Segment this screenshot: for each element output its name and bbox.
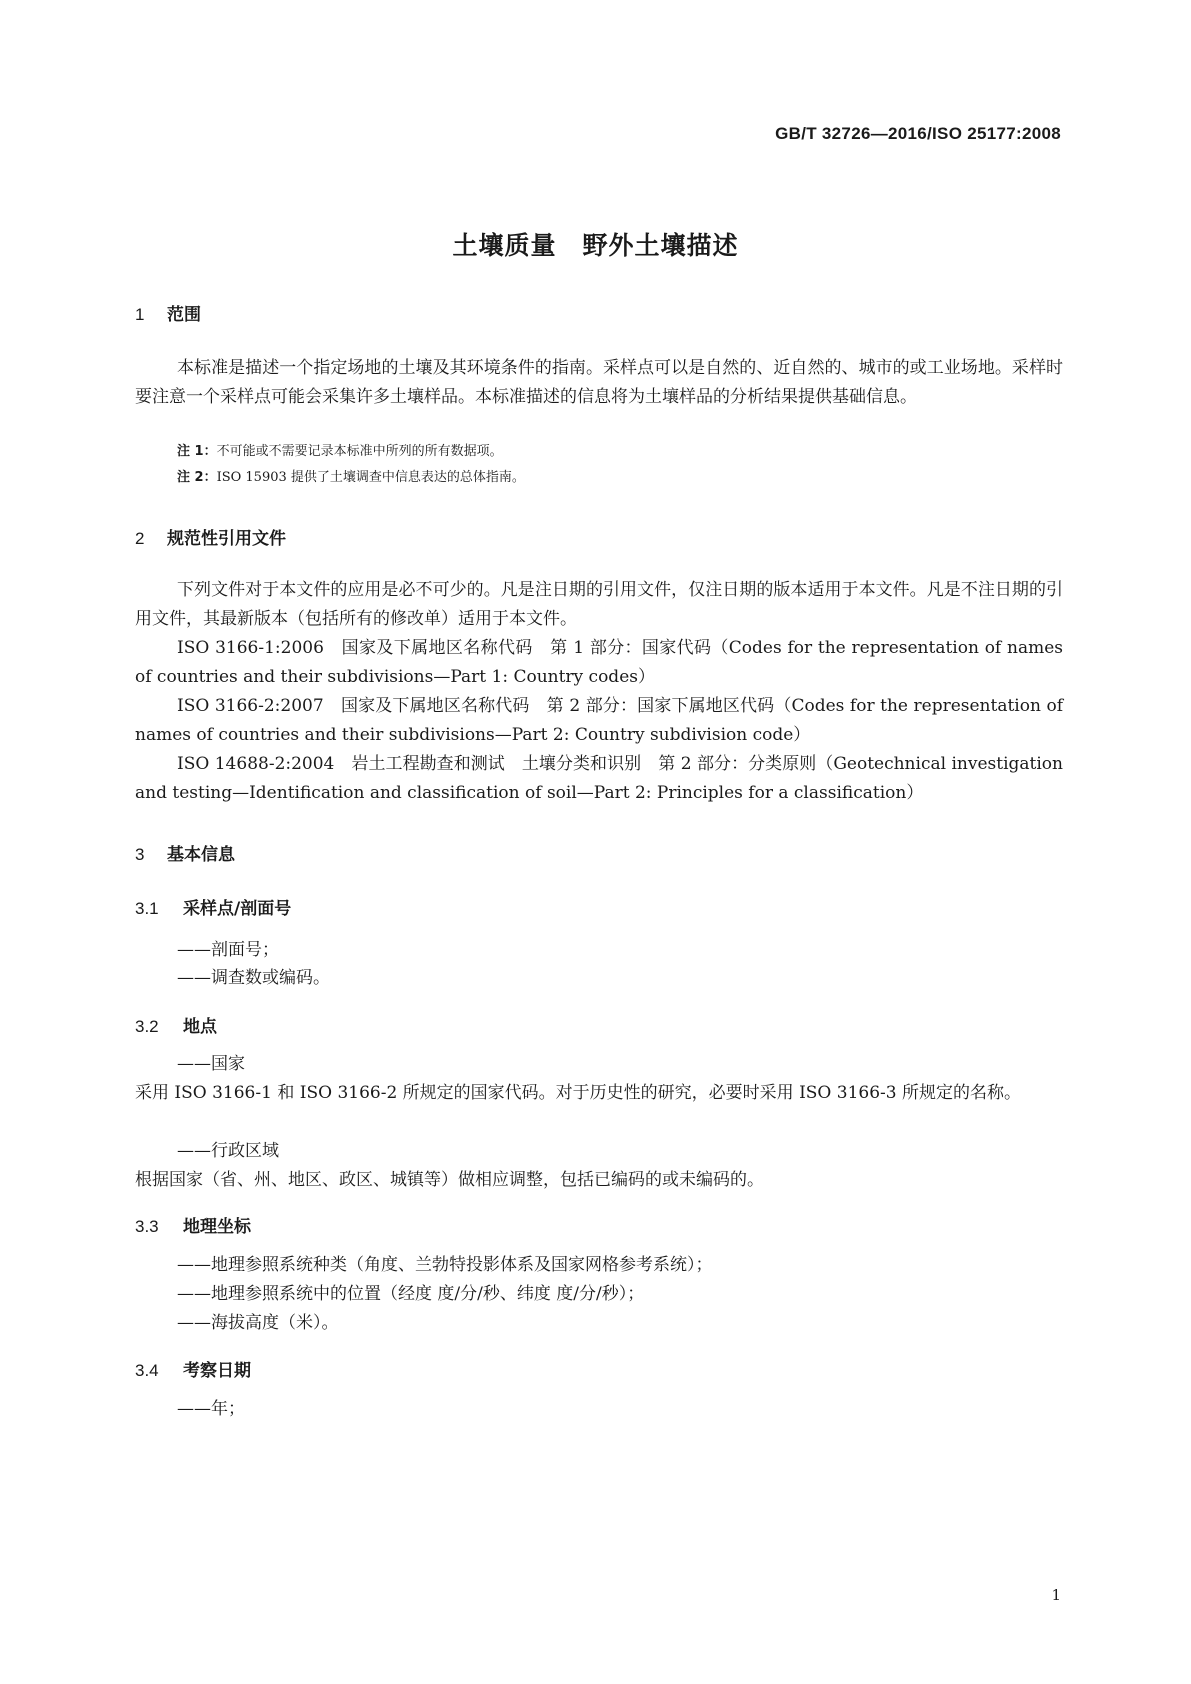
section-3-2-heading <box>135 1012 217 1037</box>
section-3-3-heading <box>135 1212 251 1237</box>
list-item: ——地理参照系统中的位置（经度 度/分/秒、纬度 度/分/秒）； <box>177 1284 645 1304</box>
normative-references-paragraph: 下列文件对于本文件的应用是必不可少的。凡是注日期的引用文件，仅注日期的版本适用于本文件。凡是不注日期的引用文件，其最新版本（包括所有的修改单）适用于本文件。 <box>135 580 1063 629</box>
section-title: 地理坐标 <box>183 1217 251 1237</box>
list-item: ——海拔高度（米）。 <box>177 1313 339 1333</box>
note-2 <box>177 466 1063 490</box>
page-number: 1 <box>1051 1586 1061 1604</box>
section-2-heading <box>135 524 286 549</box>
admin-region-paragraph: 根据国家（省、州、地区、政区、城镇等）做相应调整，包括已编码的或未编码的。 <box>135 1170 764 1190</box>
list-item: ——行政区域 <box>177 1141 279 1161</box>
section-number: 3.4 <box>135 1361 159 1380</box>
section-number: 3 <box>135 845 145 864</box>
note-label: 注 2： <box>177 470 217 485</box>
note-1 <box>177 440 1063 464</box>
list-item: ——地理参照系统种类（角度、兰勃特投影体系及国家网格参考系统）； <box>177 1255 713 1275</box>
section-title: 基本信息 <box>167 845 235 865</box>
section-title: 地点 <box>183 1017 217 1037</box>
section-1-heading <box>135 300 201 325</box>
reference-item: ISO 3166-1:2006 国家及下属地区名称代码 第 1 部分：国家代码（Codes for the representation of names of countries and their subdivisions—Part 1: Country codes） <box>135 638 1063 687</box>
section-3-4-heading <box>135 1356 251 1381</box>
section-title: 考察日期 <box>183 1361 251 1381</box>
list-item: ——国家 <box>177 1054 245 1074</box>
section-number: 3.2 <box>135 1017 159 1036</box>
section-3-1-heading <box>135 894 291 919</box>
reference-item: ISO 3166-2:2007 国家及下属地区名称代码 第 2 部分：国家下属地区代码（Codes for the representation of names of countries and their subdivisions—Part 2: Country subdivision code） <box>135 696 1063 745</box>
list-item: ——年； <box>177 1399 245 1419</box>
standard-number: GB/T 32726—2016/ISO 25177:2008 <box>775 124 1061 143</box>
section-3-heading <box>135 840 235 865</box>
note-label: 注 1： <box>177 444 217 459</box>
list-item: ——调查数或编码。 <box>177 968 330 988</box>
reference-item: ISO 14688-2:2004 岩土工程勘查和测试 土壤分类和识别 第 2 部分：分类原则（Geotechnical investigation and testing—Identification and classification of soil—Part 2: Principles for a classification） <box>135 754 1063 803</box>
note-text: ISO 15903 提供了土壤调查中信息表达的总体指南。 <box>216 470 525 485</box>
section-number: 2 <box>135 529 145 548</box>
scope-paragraph: 本标准是描述一个指定场地的土壤及其环境条件的指南。采样点可以是自然的、近自然的、城市的或工业场地。采样时要注意一个采样点可能会采集许多土壤样品。本标准描述的信息将为土壤样品的分析结果提供基础信息。 <box>135 358 1063 407</box>
document-title: 土壤质量 野外土壤描述 <box>452 231 739 260</box>
section-title: 规范性引用文件 <box>167 529 286 549</box>
list-item: ——剖面号； <box>177 940 279 960</box>
note-text: 不可能或不需要记录本标准中所列的所有数据项。 <box>216 444 503 459</box>
section-number: 3.1 <box>135 899 159 918</box>
section-title: 范围 <box>167 305 201 325</box>
section-title: 采样点/剖面号 <box>183 899 292 919</box>
country-code-paragraph: 采用 ISO 3166-1 和 ISO 3166-2 所规定的国家代码。对于历史性的研究，必要时采用 ISO 3166-3 所规定的名称。 <box>135 1083 1021 1103</box>
section-number: 1 <box>135 305 145 324</box>
section-number: 3.3 <box>135 1217 159 1236</box>
